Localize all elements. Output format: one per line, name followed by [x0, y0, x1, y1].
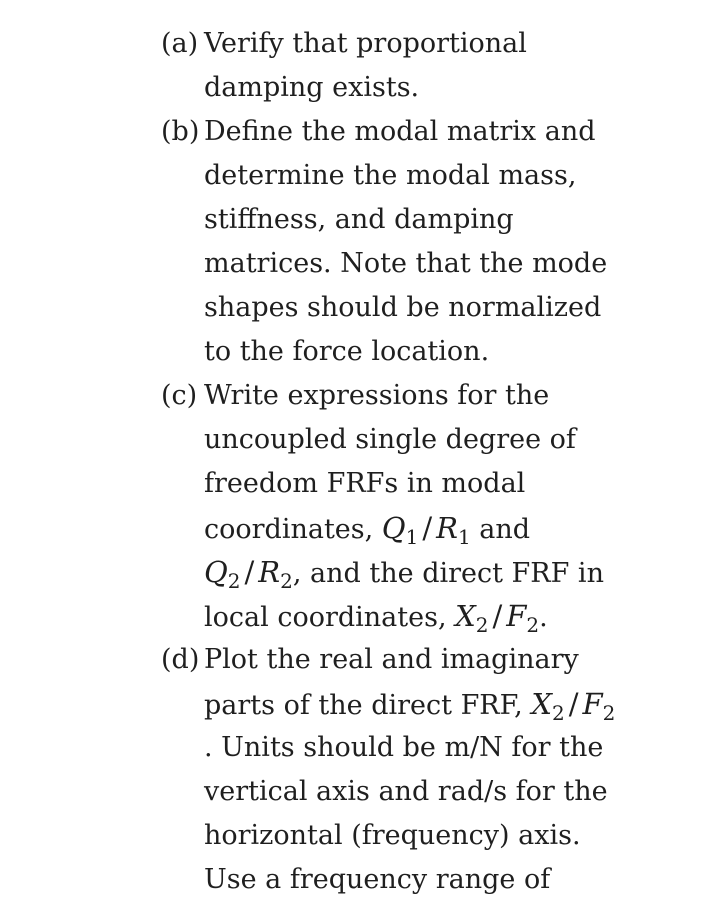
part-c-line-2: uncoupled single degree of [204, 424, 576, 455]
part-c-line-3: freedom FRFs in modal [204, 468, 526, 499]
part-d-line-4: vertical axis and rad/s for the [204, 776, 608, 807]
part-d-line-1: Plot the real and imaginary [204, 644, 579, 675]
math-q1-over-r1: $Q_1 / R_1$ [381, 511, 471, 549]
part-c-line-6-suffix: . [539, 602, 548, 633]
part-c-line-4-prefix: coordinates, [204, 514, 382, 545]
math-x2-over-f2-d: $X_2 / F_2$ [531, 687, 616, 725]
math-x2-over-f2: $X_2 / F_2$ [455, 599, 540, 637]
part-b-line-1: Define the modal matrix and [204, 116, 596, 147]
part-d-marker: (d) [161, 644, 200, 675]
part-c-line-5-suffix: , and the direct FRF in [292, 558, 604, 589]
part-b-line-2: determine the modal mass, [204, 160, 577, 191]
part-b-line-6: to the force location. [204, 336, 490, 367]
part-c-line-5 [204, 550, 604, 597]
part-a-line-2: damping exists. [204, 72, 420, 103]
part-c-line-4-suffix: and [470, 514, 531, 545]
part-b-line-4: matrices. Note that the mode [204, 248, 608, 279]
part-a-marker: (a) [161, 28, 199, 59]
part-c-line-6 [204, 594, 548, 641]
part-c-line-1: Write expressions for the [204, 380, 550, 411]
part-d-line-6: Use a frequency range of [204, 864, 551, 895]
part-b-line-3: stiffness, and damping [204, 204, 514, 235]
part-c-line-4 [204, 506, 530, 553]
part-d-line-5: horizontal (frequency) axis. [204, 820, 581, 851]
part-c-marker: (c) [161, 380, 198, 411]
math-q2-over-r2: $Q_2 / R_2$ [204, 555, 293, 593]
part-d-line-3: . Units should be m/N for the [204, 732, 604, 763]
part-c-line-6-prefix: local coordinates, [204, 602, 456, 633]
part-d-line-2-prefix: parts of the direct FRF, [204, 690, 532, 721]
part-b-line-5: shapes should be normalized [204, 292, 602, 323]
part-d-line-2 [204, 682, 615, 729]
part-a-line-1: Verify that proportional [204, 28, 527, 59]
part-b-marker: (b) [161, 116, 200, 147]
